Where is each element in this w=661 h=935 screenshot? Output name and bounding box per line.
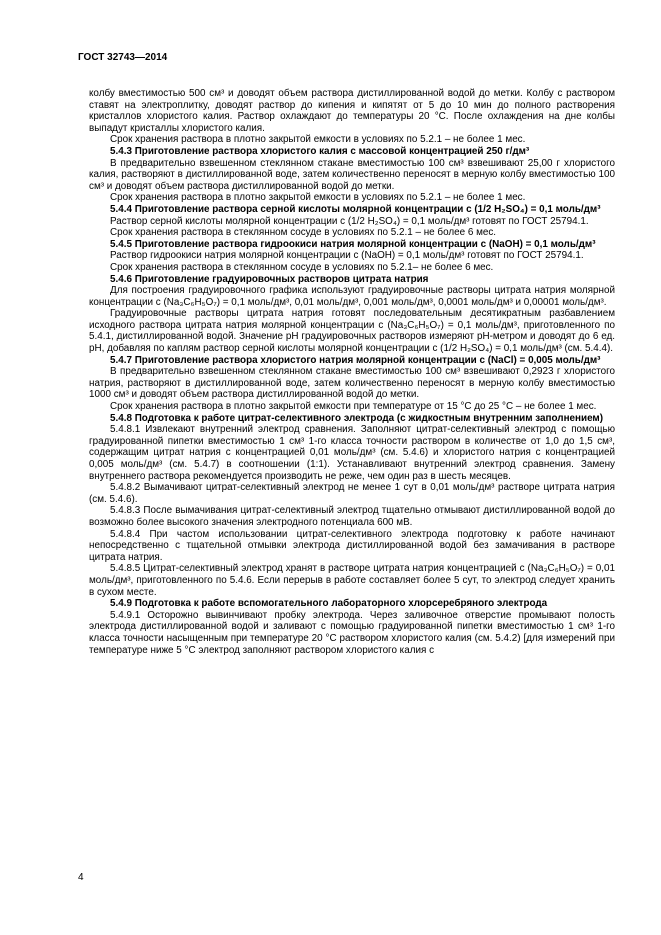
paragraph: 5.4.8.3 После вымачивания цитрат-селективный электрод тщательно отмывают дистиллированной водой до возможно более высокого значения электродного потенциала 600 мВ.	[89, 505, 615, 528]
section-heading: 5.4.5 Приготовление раствора гидроокиси натрия молярной концентрации с (NaOH) = 0,1 моль/дм³	[110, 238, 596, 250]
paragraph: Срок хранения раствора в плотно закрытой емкости в условиях по 5.2.1 – не более 1 мес.	[110, 192, 526, 204]
paragraph: Для построения градуировочного графика используют градуировочные растворы цитрата натрия молярной концентрации с (Na₃C₆H₅O₇) = 0,1 моль/дм³, 0,01 моль/дм³, 0,001 моль/дм³, 0,0001 моль/дм³ и 0,00001 моль/дм³.	[89, 285, 615, 308]
paragraph: Срок хранения раствора в плотно закрытой емкости при температуре от 15 °С до 25 °С – не более 1 мес.	[110, 401, 597, 413]
paragraph: 5.4.8.5 Цитрат-селективный электрод хранят в растворе цитрата натрия концентрацией с (Na₃C₆H₅O₇) = 0,01 моль/дм³, приготовленного по 5.4.6. Если перерыв в работе составляет более 5 сут, то электрод следует хранить в сухом месте.	[89, 563, 615, 598]
document-body	[89, 88, 615, 656]
document-header: ГОСТ 32743—2014	[78, 52, 168, 63]
section-heading: 5.4.9 Подготовка к работе вспомогательного лабораторного хлорсеребряного электрода	[110, 598, 548, 610]
paragraph: Срок хранения раствора в стеклянном сосуде в условиях по 5.2.1– не более 6 мес.	[110, 261, 494, 273]
paragraph: Срок хранения раствора в стеклянном сосуде в условиях по 5.2.1 – не более 6 мес.	[110, 227, 497, 239]
section-heading: 5.4.7 Приготовление раствора хлористого натрия молярной концентрации с (NaCl) = 0,005 моль/дм³	[110, 354, 601, 366]
page-number: 4	[78, 872, 84, 883]
paragraph: Градуировочные растворы цитрата натрия готовят последовательным десятикратным разбавлением исходного раствора цитрата натрия молярной концентрации с (Na₃C₆H₅O₇) = 0,1 моль/дм³, приготовленного по 5.4.1, дистиллированной водой. Значение рН градуировочных растворов измеряют рН-метром и доводят до 6 ед. рН, добавляя по каплям раствор серной кислоты молярной концентрации с (1/2 H₂SO₄) = 0,1 моль/дм³ (см. 5.4.4).	[89, 308, 615, 355]
section-heading: 5.4.8 Подготовка к работе цитрат-селективного электрода (с жидкостным внутренним заполнением)	[110, 412, 604, 424]
paragraph: Срок хранения раствора в плотно закрытой емкости в условиях по 5.2.1 – не более 1 мес.	[110, 134, 526, 146]
paragraph: 5.4.8.4 При частом использовании цитрат-селективного электрода подготовку к работе начинают непосредственно с тщательной отмывки электрода дистиллированной водой без замачивания в растворе цитрата натрия.	[89, 528, 615, 563]
section-heading: 5.4.6 Приготовление градуировочных растворов цитрата натрия	[110, 273, 429, 285]
section-heading: 5.4.3 Приготовление раствора хлористого калия с массовой концентрацией 250 г/дм³	[110, 145, 530, 157]
paragraph: 5.4.8.1 Извлекают внутренний электрод сравнения. Заполняют цитрат-селективный электрод с помощью градуированной пипетки вместимостью 1 см³ 1-го класса точности раствором в количестве от 1,0 до 1,5 см³, содержащим цитрат натрия с концентрацией 0,01 моль/дм³ (см. 5.4.6) и хлористого натрия с концентрацией 0,005 моль/дм³ (см. 5.4.7) в соотношении (1:1). Устанавливают внутренний электрод сравнения. Замену внутреннего раствора рекомендуется производить не реже, чем один раз в шесть месяцев.	[89, 424, 615, 482]
paragraph: Раствор серной кислоты молярной концентрации с (1/2 H₂SO₄) = 0,1 моль/дм³ готовят по ГОСТ 25794.1.	[110, 215, 589, 227]
paragraph: 5.4.8.2 Вымачивают цитрат-селективный электрод не менее 1 сут в 0,01 моль/дм³ растворе цитрата натрия (см. 5.4.6).	[89, 482, 615, 505]
paragraph: В предварительно взвешенном стеклянном стакане вместимостью 100 см³ взвешивают 0,2923 г хлористого натрия, растворяют в дистиллированной воде, затем количественно переносят в мерную колбу вместимостью 1000 см³ и доводят объем раствора дистиллированной водой до метки.	[89, 366, 615, 401]
paragraph: В предварительно взвешенном стеклянном стакане вместимостью 100 см³ взвешивают 25,00 г хлористого калия, растворяют в дистиллированной воде, затем количественно переносят в мерную колбу вместимостью 100 см³ и доводят объем раствора дистиллированной водой до метки.	[89, 157, 615, 192]
paragraph: Раствор гидроокиси натрия молярной концентрации с (NaOH) = 0,1 моль/дм³ готовят по ГОСТ 25794.1.	[110, 250, 584, 262]
section-heading: 5.4.4 Приготовление раствора серной кислоты молярной концентрации с (1/2 H₂SO₄) = 0,1 моль/дм³	[110, 203, 601, 215]
paragraph: 5.4.9.1 Осторожно вывинчивают пробку электрода. Через заливочное отверстие промывают полость электрода дистиллированной водой и заливают с помощью градуированной пипетки вместимостью 1 см³ 1-го класса точности насыщенным при температуре 20 °С раствором хлористого калия (см. 5.4.2) [для измерений при температуре ниже 5 °С электрод заполняют раствором хлористого калия с	[89, 609, 615, 656]
paragraph: колбу вместимостью 500 см³ и доводят объем раствора дистиллированной водой до метки. Колбу с раствором ставят на электроплитку, доводят раствор до кипения и кипятят от 5 до 10 мин до полного растворения кристаллов хлористого калия. Раствор охлаждают до температуры 20 °С. После охлаждения на дне колбы выпадут кристаллы хлористого калия.	[89, 88, 615, 134]
